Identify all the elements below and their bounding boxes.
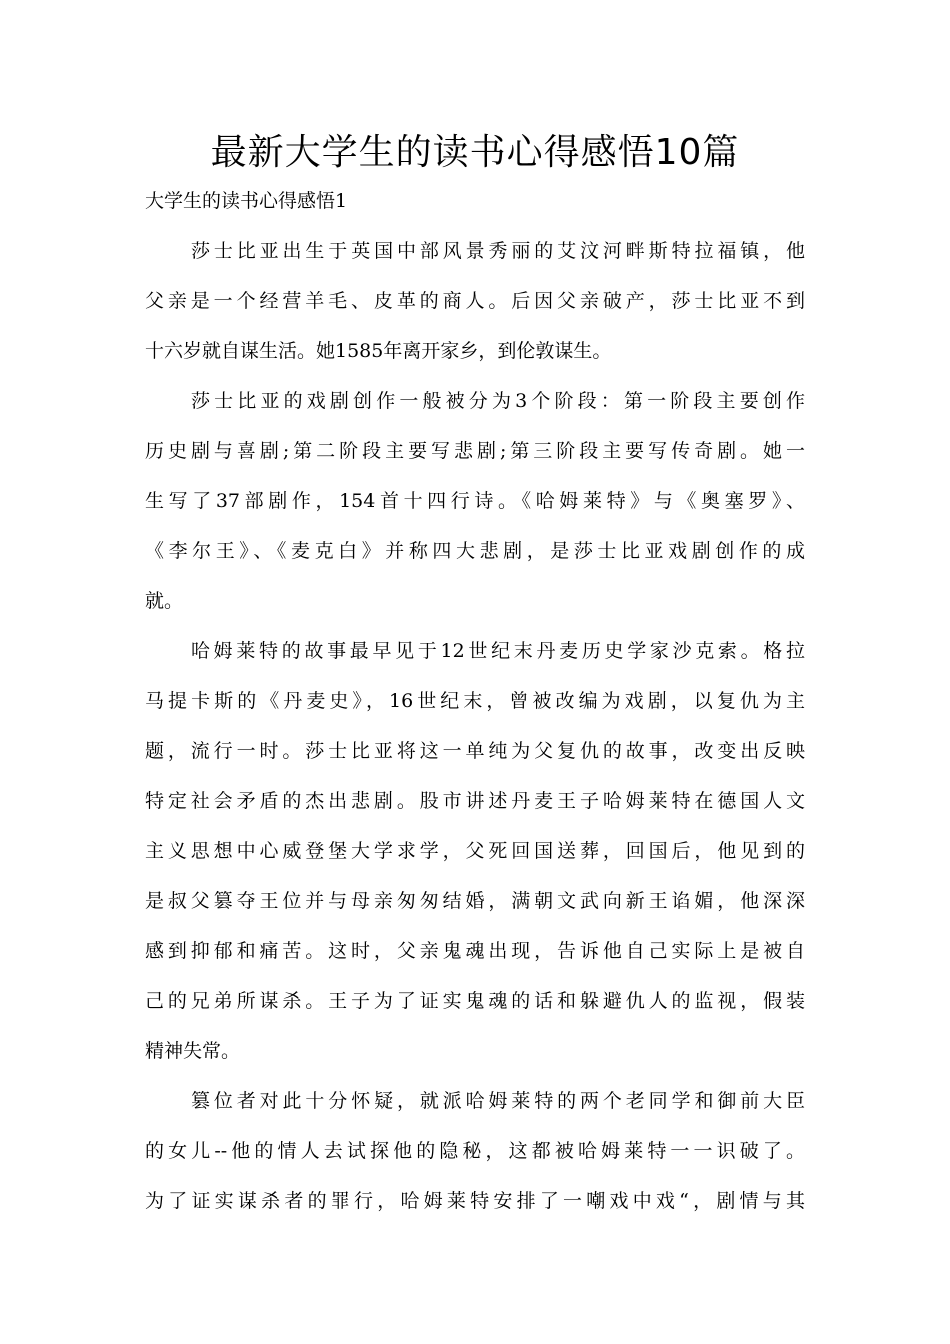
text-line: 为了证实谋杀者的罪行，哈姆莱特安排了一嘲戏中戏“，剧情与其 (145, 1190, 805, 1212)
text-line: 特定社会矛盾的杰出悲剧。股市讲述丹麦王子哈姆莱特在德国人文 (145, 790, 805, 812)
document-title: 最新大学生的读书心得感悟10篇 (210, 132, 740, 173)
body-text (145, 233, 805, 1233)
text-line: 精神失常。 (145, 1040, 241, 1062)
text-line: 《李尔王》、《麦克白》并称四大悲剧，是莎士比亚戏剧创作的成 (145, 540, 805, 562)
text-line: 马提卡斯的《丹麦史》，16世纪末，曾被改编为戏剧，以复仇为主 (145, 690, 805, 712)
text-line: 生写了37部剧作，154首十四行诗。《哈姆莱特》与《奥塞罗》、 (145, 490, 805, 512)
text-line: 是叔父篡夺王位并与母亲匆匆结婚，满朝文武向新王谄媚，他深深 (145, 890, 805, 912)
text-line: 的女儿--他的情人去试探他的隐秘，这都被哈姆莱特一一识破了。 (145, 1140, 805, 1162)
text-line: 十六岁就自谋生活。她1585年离开家乡，到伦敦谋生。 (145, 340, 612, 362)
text-line: 父亲是一个经营羊毛、皮革的商人。后因父亲破产，莎士比亚不到 (145, 290, 805, 312)
text-line: 哈姆莱特的故事最早见于12世纪末丹麦历史学家沙克索。格拉 (191, 640, 805, 662)
text-line: 主义思想中心威登堡大学求学，父死回国送葬，回国后，他见到的 (145, 840, 805, 862)
text-line: 莎士比亚出生于英国中部风景秀丽的艾汶河畔斯特拉福镇，他 (191, 240, 805, 262)
section-heading: 大学生的读书心得感悟1 (145, 190, 348, 212)
text-line: 莎士比亚的戏剧创作一般被分为3个阶段：第一阶段主要创作 (191, 390, 805, 412)
text-line: 历史剧与喜剧;第二阶段主要写悲剧;第三阶段主要写传奇剧。她一 (145, 440, 805, 462)
text-line: 篡位者对此十分怀疑，就派哈姆莱特的两个老同学和御前大臣 (191, 1090, 805, 1112)
text-line: 题，流行一时。莎士比亚将这一单纯为父复仇的故事，改变出反映 (145, 740, 805, 762)
text-line: 己的兄弟所谋杀。王子为了证实鬼魂的话和躲避仇人的监视，假装 (145, 990, 805, 1012)
text-line: 感到抑郁和痛苦。这时，父亲鬼魂出现，告诉他自己实际上是被自 (145, 940, 805, 962)
text-line: 就。 (145, 590, 184, 612)
